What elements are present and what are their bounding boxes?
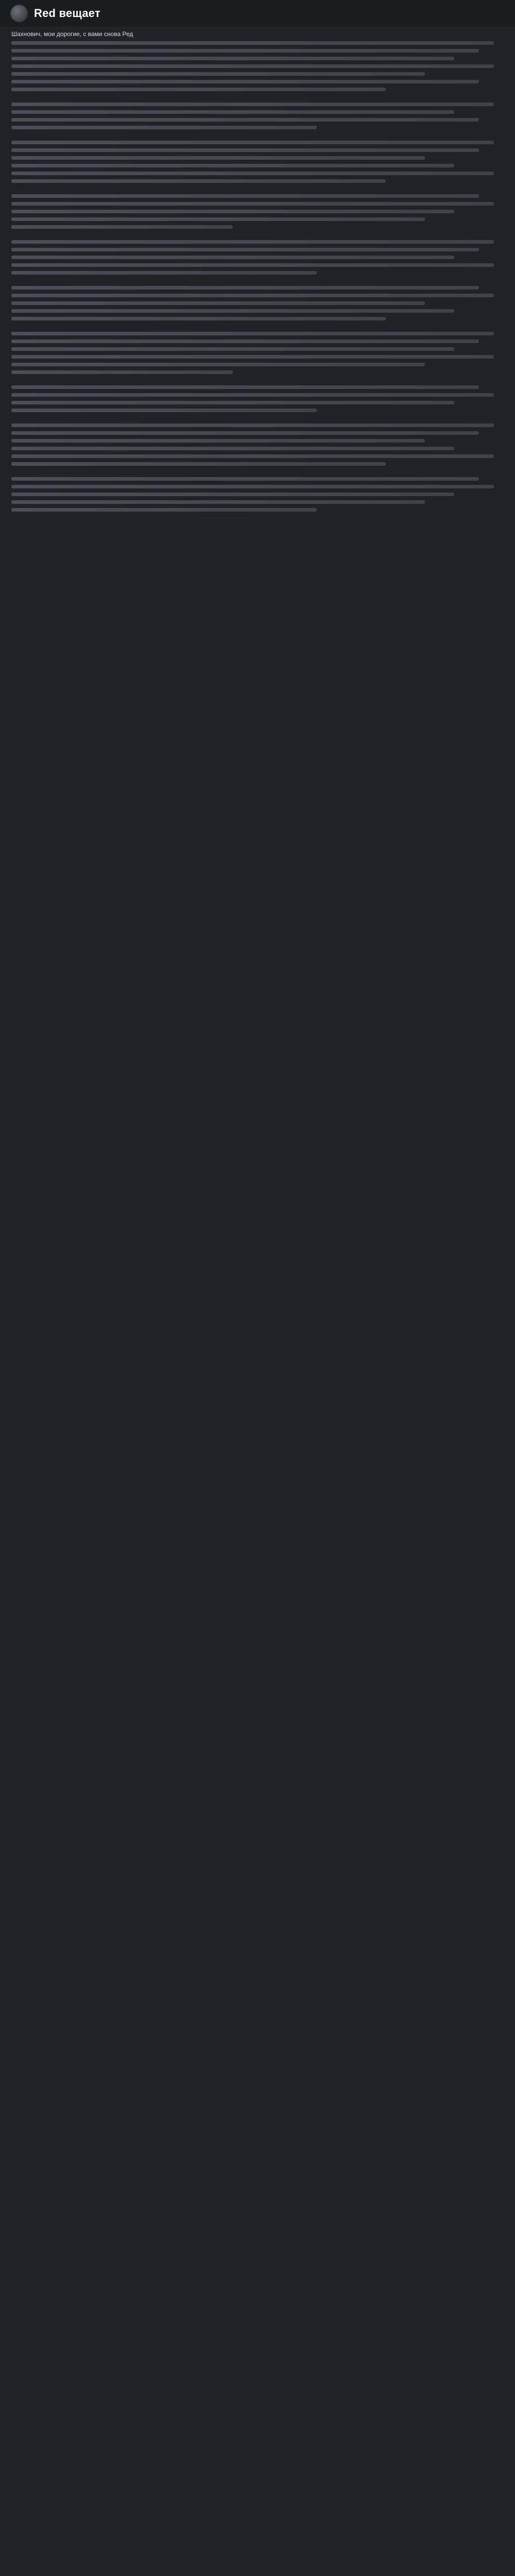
- text-line: [11, 217, 425, 221]
- text-line: [11, 256, 454, 259]
- text-line: [11, 49, 479, 53]
- text-line: [11, 110, 454, 114]
- text-line: [11, 355, 494, 359]
- text-line: [11, 332, 494, 335]
- text-line: [11, 294, 494, 297]
- text-line: [11, 172, 494, 175]
- text-line: [11, 210, 454, 213]
- text-line: [11, 64, 494, 68]
- text-line: [11, 462, 386, 466]
- text-line: [11, 126, 317, 129]
- text-line: [11, 401, 454, 404]
- text-line: [11, 340, 479, 343]
- text-line: [11, 103, 494, 106]
- text-line: [11, 485, 494, 488]
- channel-avatar[interactable]: [10, 5, 28, 22]
- post-body: [0, 27, 515, 2576]
- text-line: [11, 439, 425, 443]
- text-line: [11, 72, 425, 76]
- text-line: [11, 271, 317, 275]
- text-line: [11, 141, 494, 144]
- text-line: [11, 263, 494, 267]
- text-line: [11, 286, 479, 290]
- text-line: [11, 431, 479, 435]
- text-line: [11, 347, 454, 351]
- text-line: [11, 88, 386, 91]
- text-line: [11, 477, 479, 481]
- text-line: [11, 164, 454, 167]
- text-line: [11, 363, 425, 366]
- post-intro-text: Шахнович, мои дорогие, с вами снова Ред: [11, 30, 133, 38]
- text-line: [11, 301, 425, 305]
- text-line: [11, 80, 479, 83]
- text-line: [11, 148, 479, 152]
- channel-title[interactable]: Red вещает: [34, 7, 100, 20]
- text-line: [11, 423, 494, 427]
- post-header: [0, 0, 515, 27]
- text-line: [11, 194, 479, 198]
- text-line: [11, 225, 233, 229]
- text-line: [11, 508, 317, 512]
- text-line: [11, 179, 386, 183]
- text-line: [11, 156, 425, 160]
- text-line: [11, 309, 454, 313]
- text-line: [11, 393, 494, 397]
- text-line: [11, 493, 454, 496]
- text-line: [11, 240, 494, 244]
- text-line: [11, 57, 454, 60]
- text-line: [11, 202, 494, 206]
- text-line: [11, 447, 454, 450]
- text-line: [11, 409, 317, 412]
- text-line: [11, 118, 479, 122]
- text-line: [11, 385, 479, 389]
- text-line: [11, 454, 494, 458]
- text-line: [11, 500, 425, 504]
- text-line: [11, 317, 386, 320]
- text-line: [11, 370, 233, 374]
- text-line: [11, 41, 494, 45]
- text-line: [11, 248, 479, 251]
